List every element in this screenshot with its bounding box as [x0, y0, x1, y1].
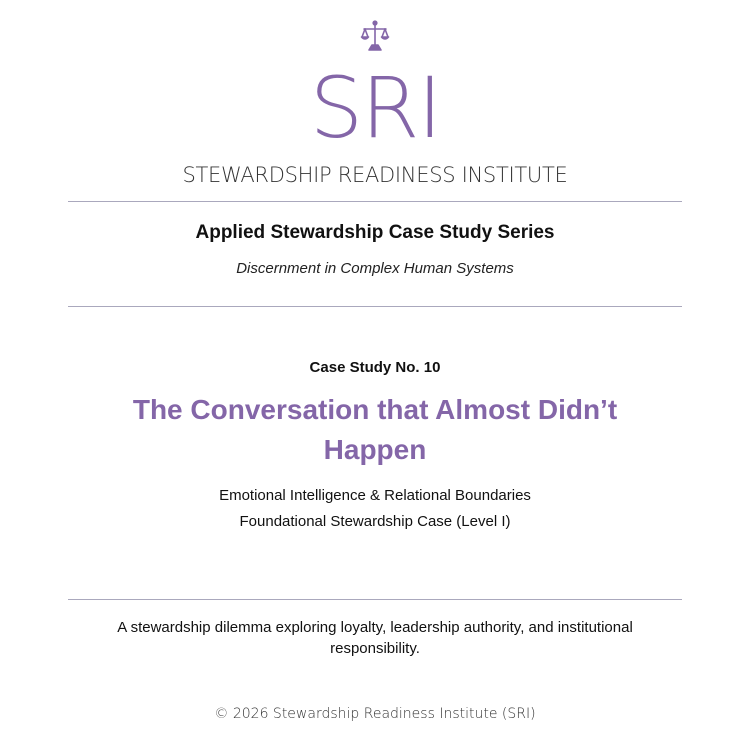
series-title: Applied Stewardship Case Study Series [195, 222, 555, 243]
case-number: Case Study No. 10 [309, 359, 441, 376]
copyright-notice: © 2026 Stewardship Readiness Institute (SRI) [214, 706, 536, 722]
case-topic: Emotional Intelligence & Relational Boundaries [219, 487, 531, 504]
organization-name: STEWARDSHIP READINESS INSTITUTE [182, 163, 568, 187]
divider-bottom [68, 599, 682, 600]
divider-middle [68, 306, 682, 307]
case-level: Foundational Stewardship Case (Level I) [239, 513, 511, 530]
logo-wordmark: SRI [309, 59, 441, 157]
divider-top [68, 201, 682, 202]
case-summary: A stewardship dilemma exploring loyalty, leadership authority, and institutional responsibility. [117, 619, 633, 657]
case-title: The Conversation that Almost Didn’t Happen [132, 394, 618, 465]
scales-of-justice-icon [360, 20, 390, 52]
series-subtitle: Discernment in Complex Human Systems [236, 260, 514, 277]
